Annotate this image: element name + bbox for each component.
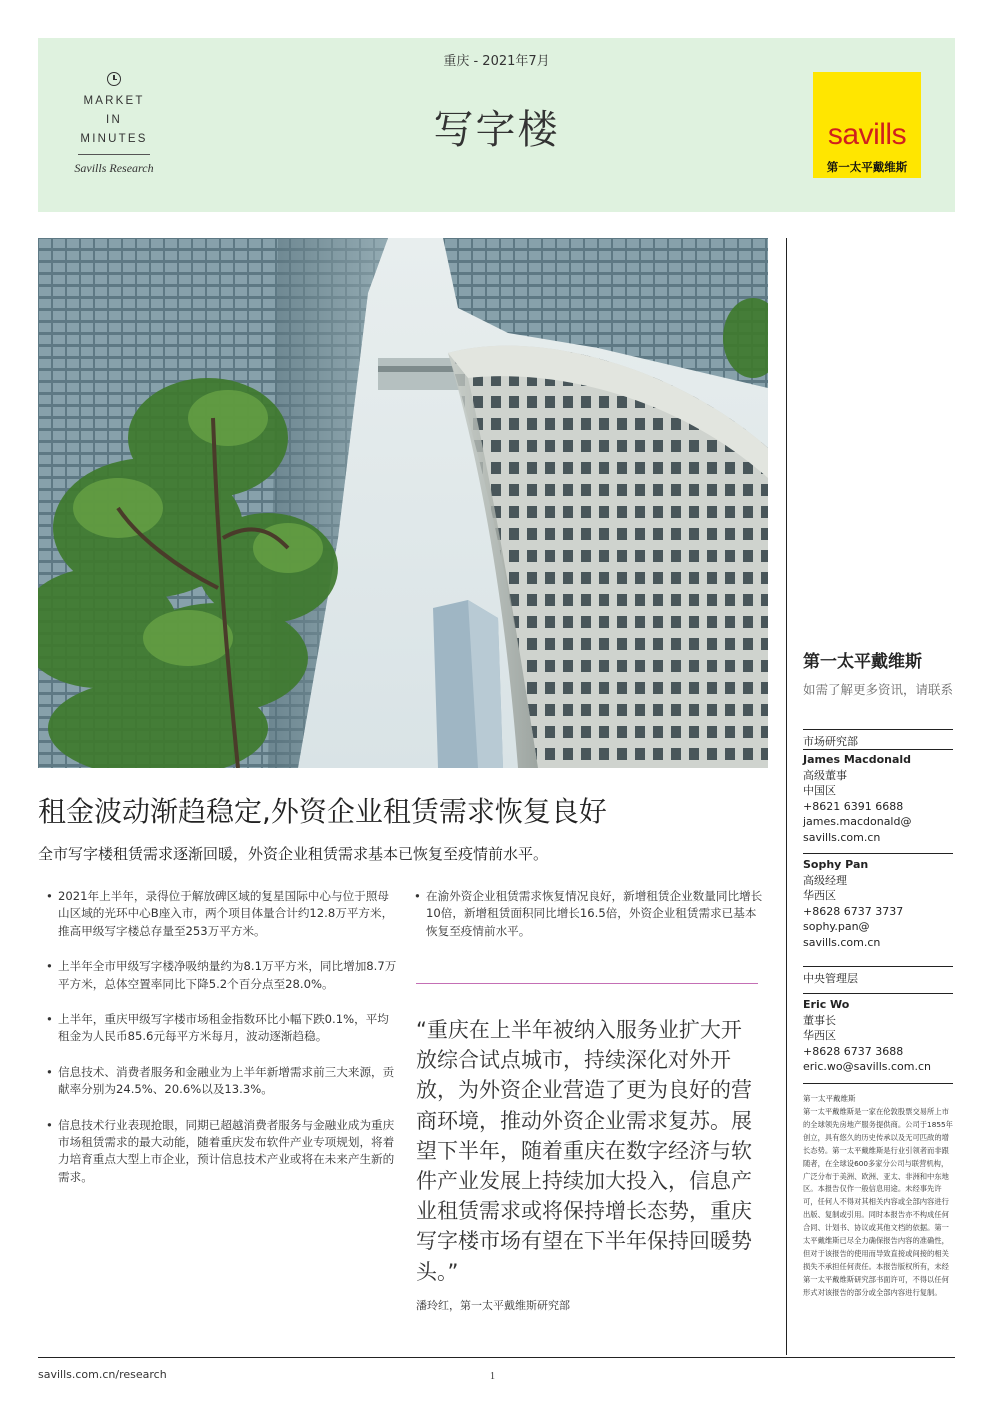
sidebar-title: 第一太平戴维斯 <box>803 652 922 672</box>
contact-role: 董事长 <box>803 1013 836 1027</box>
skyscraper-photo <box>38 238 768 768</box>
main-subheadline: 全市写字楼租赁需求逐渐回暖，外资企业租赁需求基本已恢复至疫情前水平。 <box>38 845 549 863</box>
contact-region: 华西区 <box>803 889 836 903</box>
logo-subtitle: Savills Research <box>74 161 154 175</box>
disclaimer-title: 第一太平戴维斯 <box>803 1094 856 1103</box>
savills-logo-word: savills <box>827 118 907 151</box>
contact-role: 高级董事 <box>803 768 847 782</box>
quote-attribution: 潘玲红，第一太平戴维斯研究部 <box>416 1299 570 1312</box>
hero-photo <box>38 238 768 768</box>
key-point: • 上半年，重庆甲级写字楼市场租金指数环比小幅下跌0.1%，平均租金为人民币85.6元每平方米每月，波动逐渐趋稳。 <box>46 1011 398 1046</box>
key-points-left <box>46 888 398 1204</box>
key-point: • 2021年上半年，录得位于解放碑区域的复星国际中心与位于照母山区域的光环中心B座入市，两个项目体量合计约12.8万平方米，推高甲级写字楼总存量至253万平方米。 <box>46 888 398 940</box>
contact-card <box>803 857 955 951</box>
sidebar-rule <box>803 749 953 750</box>
contact-email[interactable]: eric.wo@savills.com.cn <box>803 1060 932 1074</box>
logo-line-market: MARKET <box>83 95 145 107</box>
contact-email[interactable]: sophy.pan@ <box>803 920 870 934</box>
sidebar-rule <box>803 966 953 967</box>
key-point: • 上半年全市甲级写字楼净吸纳量约为8.1万平方米，同比增加8.7万平方米，总体空置率同比下降5.2个百分点至28.0%。 <box>46 958 398 993</box>
key-point: • 在渝外资企业租赁需求恢复情况良好，新增租赁企业数量同比增长10倍，新增租赁面积同比增长16.5倍，外资企业租赁需求已基本恢复至疫情前水平。 <box>414 888 766 940</box>
contact-phone: +8621 6391 6688 <box>803 799 904 813</box>
contact-card <box>803 997 955 1075</box>
page-number: 1 <box>490 1371 495 1382</box>
pull-quote: “重庆在上半年被纳入服务业扩大开放综合试点城市，持续深化对外开放，为外资企业营造了更为良好的营商环境，推动外资企业需求复苏。展望下半年，随着重庆在数字经济与软件产业发展上持续加大投入，信息产业租赁需求或将保持增长态势，重庆写字楼市场有望在下半年保持回暖势头。” <box>416 1018 752 1284</box>
clock-icon <box>107 72 121 86</box>
key-points-right <box>414 888 766 958</box>
sidebar-rule <box>803 993 953 994</box>
main-headline: 租金波动渐趋稳定,外资企业租赁需求恢复良好 <box>38 795 607 828</box>
contact-phone: +8628 6737 3688 <box>803 1044 904 1058</box>
sidebar-intro: 如需了解更多资讯，请联系 <box>803 682 954 697</box>
contact-role: 高级经理 <box>803 873 847 887</box>
sidebar-divider <box>786 238 787 1355</box>
report-title: 写字楼 <box>433 107 560 153</box>
sidebar-rule <box>803 1083 953 1084</box>
contact-card <box>803 752 955 846</box>
contact-name: James Macdonald <box>803 753 912 766</box>
section-heading-research: 市场研究部 <box>803 735 858 748</box>
contact-phone: +8628 6737 3737 <box>803 904 904 918</box>
quote-divider <box>416 983 758 984</box>
key-point: • 信息技术、消费者服务和金融业为上半年新增需求前三大来源，贡献率分别为24.5%、20.6%以及13.3%。 <box>46 1064 398 1099</box>
contact-region: 华西区 <box>803 1029 836 1043</box>
contact-name: Eric Wo <box>803 998 850 1011</box>
report-date: 重庆 - 2021年7月 <box>443 54 550 69</box>
disclaimer-text: 第一太平戴维斯是一家在伦敦股票交易所上市的全球领先房地产服务提供商。公司于1855年创立，具有悠久的历史传承以及无可匹敌的增长态势。第一太平戴维斯是行业引领者而非跟随者，在全球设600多家分公司与联营机构，广泛分布于美洲、欧洲、亚太、非洲和中东地区。本报告仅作一般信息用途。未经事先许可，任何人不得对其相关内容或全部内容进行出版、复制或引用。同时本报告亦不构成任何合同、计划书、协议或其他文档的依据。第一太平戴维斯已尽全力确保报告内容的准确性，但对于该报告的使用而导致直接或间接的相关损失不承担任何责任。本报告版权所有，未经第一太平戴维斯研究部书面许可，不得以任何形式对该报告的部分或全部内容进行复制。 <box>803 1107 953 1297</box>
contact-email-domain[interactable]: savills.com.cn <box>803 935 881 949</box>
section-heading-management: 中央管理层 <box>803 972 858 985</box>
sidebar-rule <box>803 729 953 730</box>
contact-email-domain[interactable]: savills.com.cn <box>803 830 881 844</box>
logo-line-minutes: MINUTES <box>80 133 148 145</box>
savills-logo <box>813 72 921 178</box>
savills-logo-chinese: 第一太平戴维斯 <box>826 160 908 174</box>
footer-rule <box>38 1357 955 1358</box>
contact-name: Sophy Pan <box>803 858 869 871</box>
contact-email[interactable]: james.macdonald@ <box>803 815 912 829</box>
sidebar-rule <box>803 853 953 854</box>
logo-line-in: IN <box>106 114 122 126</box>
contact-region: 中国区 <box>803 784 836 798</box>
footer-link[interactable]: savills.com.cn/research <box>38 1368 167 1381</box>
key-point: • 信息技术行业表现抢眼，同期已超越消费者服务与金融业成为重庆市场租赁需求的最大动能，随着重庆发布软件产业专项规划，将着力培育重点大型上市企业，预计信息技术产业或将在未来产生新的需求。 <box>46 1117 398 1187</box>
